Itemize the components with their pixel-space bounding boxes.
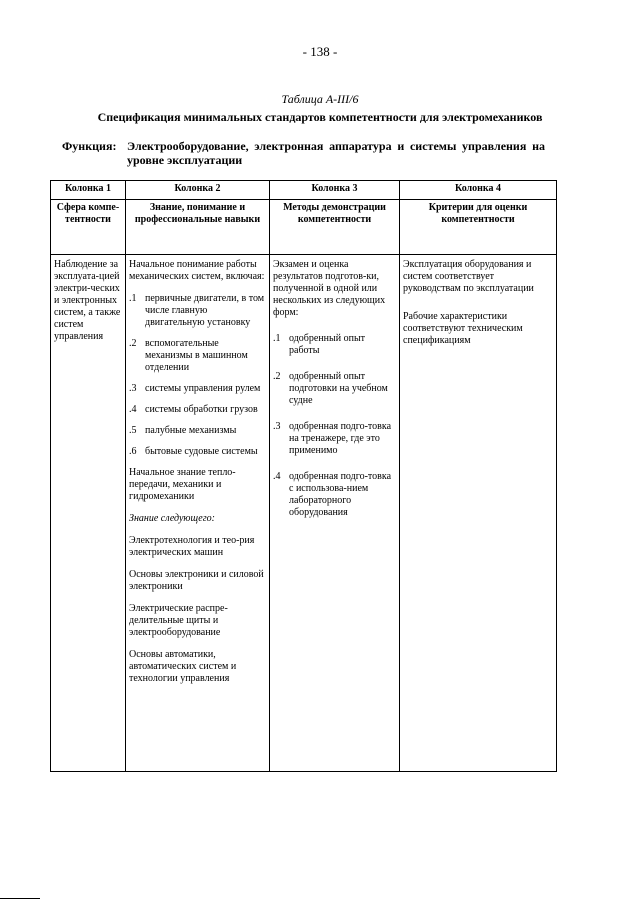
- function-text: Электрооборудование, электронная аппаратура и системы управления на уровне эксплуатации: [127, 139, 545, 167]
- competence-cell: [51, 255, 126, 772]
- criteria-characteristics-text: Рабочие характеристики соответствуют техническим спецификациям: [403, 311, 523, 346]
- table-row: [51, 255, 557, 772]
- competence-text: Наблюдение за эксплуата-цией электри-ческих и электронных систем, а также систем управления: [54, 259, 121, 342]
- list-item-text: вспомогательные механизмы в машинном отделении: [145, 338, 248, 373]
- electronics-text: Основы электроники и силовой электроники: [129, 569, 264, 592]
- column-number-1: Колонка 1: [51, 181, 126, 200]
- electrotechnology-text: Электротехнология и тео-рия электрических машин: [129, 535, 255, 558]
- competence-table: [50, 180, 557, 772]
- list-item: [129, 383, 266, 395]
- list-item: [273, 421, 396, 457]
- list-item-text: первичные двигатели, в том числе главную двигательную установку: [145, 293, 265, 328]
- function-label: Функция:: [62, 139, 117, 153]
- list-item-number: .4: [273, 471, 281, 482]
- list-item-text: бытовые судовые системы: [145, 446, 258, 457]
- criteria-cell: [400, 255, 557, 772]
- list-item-number: .1: [129, 293, 137, 304]
- list-item-number: .5: [129, 425, 137, 436]
- list-item-text: палубные механизмы: [145, 425, 237, 436]
- list-item-number: .3: [129, 383, 137, 394]
- list-item-text: одобренный опыт подготовки на учебном судне: [289, 371, 388, 406]
- list-item: [129, 338, 266, 374]
- list-item-number: .1: [273, 333, 281, 344]
- column-number-4: Колонка 4: [400, 181, 557, 200]
- column-header-row: [51, 200, 557, 255]
- switchboards-text: Электрические распре-делительные щиты и электрооборудование: [129, 603, 228, 638]
- page-number: - 138 -: [302, 44, 338, 59]
- column-header-criteria: Критерии для оценки компетентности: [400, 200, 557, 255]
- column-header-competence: Сфера компе-тентности: [51, 200, 126, 255]
- knowledge-cell: [126, 255, 270, 772]
- list-item-number: .2: [129, 338, 137, 349]
- automation-text: Основы автоматики, автоматических систем и технологии управления: [129, 649, 237, 684]
- list-item-number: .4: [129, 404, 137, 415]
- list-item-text: одобренный опыт работы: [289, 333, 366, 356]
- list-item: [129, 404, 266, 416]
- list-item: [129, 446, 266, 458]
- heat-transfer-text: Начальное знание тепло-передачи, механики и гидромеханики: [129, 467, 236, 502]
- knowledge-heading: Знание следующего:: [129, 513, 215, 524]
- methods-intro: Экзамен и оценка результатов подготов-ки, полученной в одной или нескольких из следующих форм:: [273, 259, 386, 318]
- list-item-text: системы управления рулем: [145, 383, 261, 394]
- column-header-knowledge: Знание, понимание и профессиональные навыки: [126, 200, 270, 255]
- knowledge-intro: Начальное понимание работы механических систем, включая:: [129, 259, 265, 282]
- list-item-number: .2: [273, 371, 281, 382]
- footer-rule: [0, 898, 40, 899]
- criteria-operation-text: Эксплуатация оборудования и систем соответствует руководствам по эксплуатации: [403, 259, 534, 294]
- list-item-text: одобренная подго-товка на тренажере, где это применимо: [289, 421, 392, 456]
- table-title: Спецификация минимальных стандартов компетентности для электромехаников: [97, 110, 543, 124]
- list-item-number: .3: [273, 421, 281, 432]
- list-item-number: .6: [129, 446, 137, 457]
- column-number-3: Колонка 3: [270, 181, 400, 200]
- column-number-2: Колонка 2: [126, 181, 270, 200]
- methods-cell: [270, 255, 400, 772]
- list-item: [273, 471, 396, 519]
- list-item-text: одобренная подго-товка с использова-нием лабораторного оборудования: [289, 471, 392, 518]
- list-item: [129, 425, 266, 437]
- list-item-text: системы обработки грузов: [145, 404, 258, 415]
- list-item: [273, 333, 396, 357]
- table-label: Таблица A-III/6: [281, 92, 359, 106]
- list-item: [273, 371, 396, 407]
- column-number-row: [51, 181, 557, 200]
- list-item: [129, 293, 266, 329]
- column-header-methods: Методы демонстрации компетентности: [270, 200, 400, 255]
